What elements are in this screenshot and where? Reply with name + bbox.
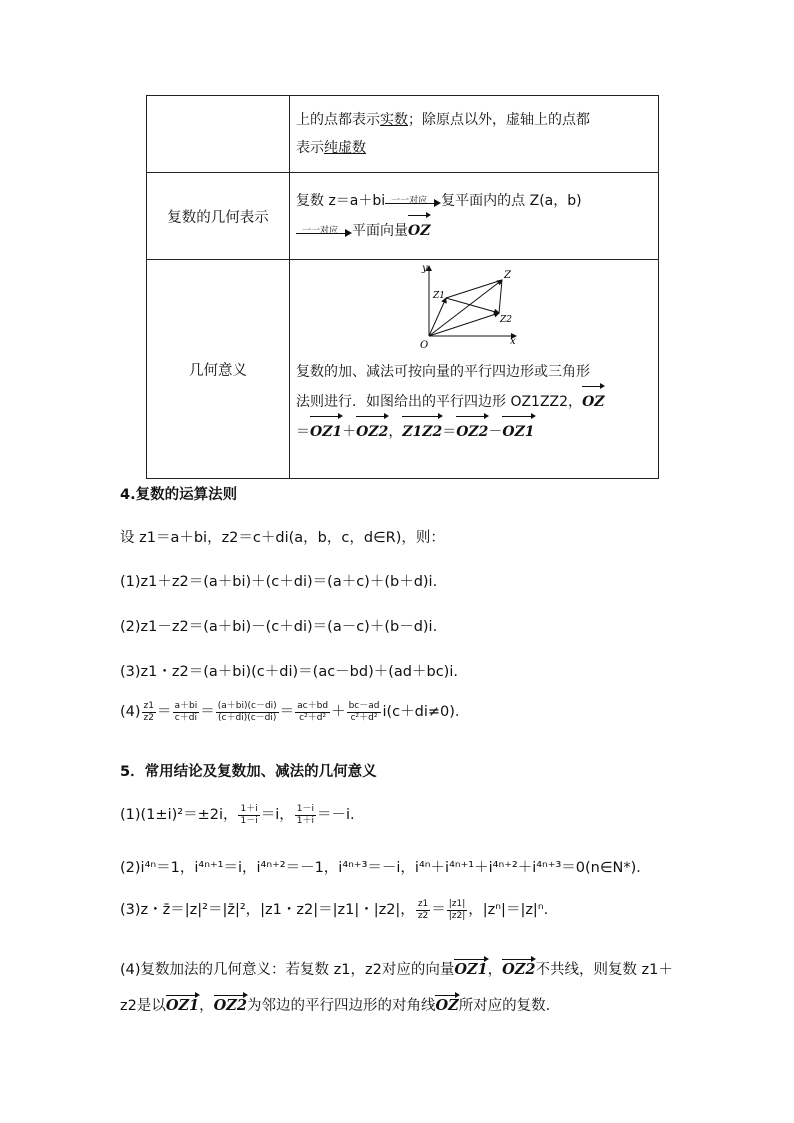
denominator: c＋di bbox=[174, 712, 197, 723]
vector-oz2: OZ2 bbox=[502, 961, 536, 978]
section-5-heading: 5．常用结论及复数加、减法的几何意义 bbox=[120, 764, 377, 780]
numerator: 1＋i bbox=[240, 803, 258, 814]
denominator: |z2| bbox=[448, 910, 466, 921]
conclusion-4-line1 bbox=[120, 958, 673, 979]
numerator: |z1| bbox=[448, 898, 466, 909]
row-label-geometric-meaning: 几何意义 bbox=[147, 260, 290, 479]
fraction bbox=[295, 804, 316, 827]
numerator: z1 bbox=[417, 898, 429, 909]
vector-oz1: OZ1 bbox=[165, 997, 200, 1014]
z2-label: Z2 bbox=[500, 315, 512, 325]
text: ，|zⁿ|＝|z|ⁿ. bbox=[468, 902, 549, 918]
text: 为邻边的平行四边形的对角线 bbox=[246, 998, 436, 1014]
fraction bbox=[216, 701, 279, 724]
numerator: bc－ad bbox=[348, 700, 380, 711]
denominator: 1－i bbox=[240, 815, 258, 826]
table-cell-geometric-meaning: y x O Z Z1 Z2 复数的加、减法可按向量的平行四边形或三角形 法则进行．如图给出的平行四边形 OZ1ZZ2，OZ ＝OZ1＋OZ2，Z1Z2＝OZ2－OZ1 bbox=[290, 260, 659, 479]
text: 复平面内的点 Z(a，b) bbox=[441, 193, 582, 209]
correspondence-arrow bbox=[385, 194, 441, 208]
arrow-label: 一一对应 bbox=[302, 226, 339, 236]
vector-oz2: OZ2 bbox=[456, 416, 488, 446]
parallelogram-diagram bbox=[296, 262, 640, 358]
y-label: y bbox=[422, 263, 428, 274]
vector-oz2: OZ2 bbox=[356, 416, 388, 446]
vector-oz: OZ bbox=[582, 386, 604, 416]
arrow-label: 一一对应 bbox=[391, 196, 428, 206]
concept-table bbox=[146, 95, 659, 479]
rule-division: (4) $\frac{z1}{z2}$ ＝ $\frac{a+bi}{c+di}$ ＝ $\frac{(a+bi)(c-di)}{(c+di)(c-di)}$ ＝ $\frac{ac+bd}{\text{c²＋d²}}$ ＋ $\frac{bc-ad}{\text{c²＋d²}}$ i(c＋di≠0)． bbox=[120, 700, 470, 723]
vector-z1z2-line bbox=[446, 298, 499, 313]
description-line: 复数的加、减法可按向量的平行四边形或三角形 bbox=[296, 364, 590, 380]
description-line: 法则进行．如图给出的平行四边形 OZ1ZZ2， bbox=[296, 394, 583, 410]
origin-label: O bbox=[420, 340, 429, 351]
fraction bbox=[295, 701, 330, 724]
text: ＝－i. bbox=[316, 807, 355, 823]
correspondence-arrow bbox=[296, 224, 352, 238]
vector-oz1: OZ1 bbox=[502, 416, 534, 446]
fraction bbox=[142, 701, 156, 724]
fraction bbox=[416, 899, 430, 922]
text: (3)z・z̄＝|z|²＝|z̄|²，|z1・z2|＝|z1|・|z2|， bbox=[120, 902, 415, 918]
section-4-setup: 设 z1＝a＋bi，z2＝c＋di(a，b，c，d∈R)，则： bbox=[120, 530, 445, 546]
text: (1)(1±i)²＝±2i， bbox=[120, 807, 238, 823]
conclusion-3 bbox=[120, 898, 548, 922]
denominator: z2 bbox=[417, 910, 429, 921]
denominator: (c＋di)(c－di) bbox=[218, 712, 277, 723]
conclusion-4-line2 bbox=[120, 994, 560, 1015]
text: 上的点都表示 bbox=[296, 112, 380, 128]
vector-z1z2: Z1Z2 bbox=[402, 416, 442, 446]
vector-oz1: OZ1 bbox=[454, 961, 488, 978]
vector-oz2: OZ2 bbox=[213, 997, 247, 1014]
text: ；除原点以外，虚轴上的点都 bbox=[408, 112, 590, 128]
text: ＝ bbox=[431, 902, 446, 918]
denominator: c²＋d² bbox=[299, 712, 327, 723]
fraction bbox=[238, 804, 259, 827]
vector-oz1-line bbox=[429, 298, 446, 336]
denominator: z2 bbox=[143, 712, 154, 723]
numerator: z1 bbox=[143, 700, 154, 711]
table-cell-axes-meaning bbox=[290, 96, 659, 173]
text: (4) bbox=[120, 704, 141, 720]
rule-subtraction: (2)z1－z2＝(a＋bi)－(c＋di)＝(a－c)＋(b－d)i. bbox=[120, 619, 438, 635]
x-label: x bbox=[510, 336, 516, 347]
conclusion-2: (2)i⁴ⁿ＝1，i⁴ⁿ⁺¹＝i，i⁴ⁿ⁺²＝－1，i⁴ⁿ⁺³＝－i，i⁴ⁿ＋i⁴ⁿ⁺¹＋i⁴ⁿ⁺²＋i⁴ⁿ⁺³＝0(n∈N*)． bbox=[120, 860, 651, 876]
conclusion-1 bbox=[120, 803, 355, 827]
side-z1z-line bbox=[446, 280, 502, 298]
denominator: 1＋i bbox=[296, 815, 314, 826]
text: 复数 z＝a＋bi bbox=[296, 193, 386, 209]
table-cell-representation bbox=[290, 173, 659, 260]
text: 不共线，则复数 z1＋ bbox=[535, 962, 673, 978]
denominator: c²＋d² bbox=[350, 712, 378, 723]
numerator: (a＋bi)(c－di) bbox=[217, 700, 277, 711]
text: (4)复数加法的几何意义：若复数 z1，z2对应的向量 bbox=[120, 962, 455, 978]
rule-addition: (1)z1＋z2＝(a＋bi)＋(c＋di)＝(a＋c)＋(b＋d)i. bbox=[120, 574, 438, 590]
numerator: ac＋bd bbox=[297, 700, 329, 711]
numerator: 1－i bbox=[296, 803, 314, 814]
text: 所对应的复数． bbox=[458, 998, 561, 1014]
table-cell-empty bbox=[147, 96, 290, 173]
fraction bbox=[173, 701, 200, 724]
text: i(c＋di≠0)． bbox=[382, 704, 470, 720]
table-row bbox=[147, 260, 659, 479]
text: ， bbox=[199, 998, 214, 1014]
underlined-answer: 实数 bbox=[380, 112, 408, 128]
vector-oz: OZ bbox=[408, 215, 430, 245]
rule-multiplication: (3)z1・z2＝(a＋bi)(c＋di)＝(ac－bd)＋(ad＋bc)i. bbox=[120, 664, 458, 680]
vector-oz-line bbox=[429, 280, 502, 336]
numerator: a＋bi bbox=[174, 700, 198, 711]
z1-label: Z1 bbox=[433, 291, 445, 301]
text: 表示 bbox=[296, 140, 324, 156]
underlined-answer: 纯虚数 bbox=[324, 140, 366, 156]
side-z2z-line bbox=[499, 280, 502, 313]
text: ， bbox=[487, 962, 503, 978]
vector-oz1: OZ1 bbox=[310, 416, 342, 446]
table-row bbox=[147, 96, 659, 173]
fraction bbox=[447, 899, 468, 922]
text: z2是以 bbox=[120, 998, 166, 1014]
vector-oz: OZ bbox=[435, 997, 459, 1014]
row-label-geometric-representation: 复数的几何表示 bbox=[147, 173, 290, 260]
z-label: Z bbox=[504, 270, 511, 281]
text: ＝i， bbox=[260, 807, 294, 823]
fraction bbox=[347, 701, 382, 724]
vector-oz2-line bbox=[429, 313, 499, 336]
text: 平面向量 bbox=[352, 223, 408, 239]
section-4-heading: 4.复数的运算法则 bbox=[120, 487, 238, 503]
table-row bbox=[147, 173, 659, 260]
